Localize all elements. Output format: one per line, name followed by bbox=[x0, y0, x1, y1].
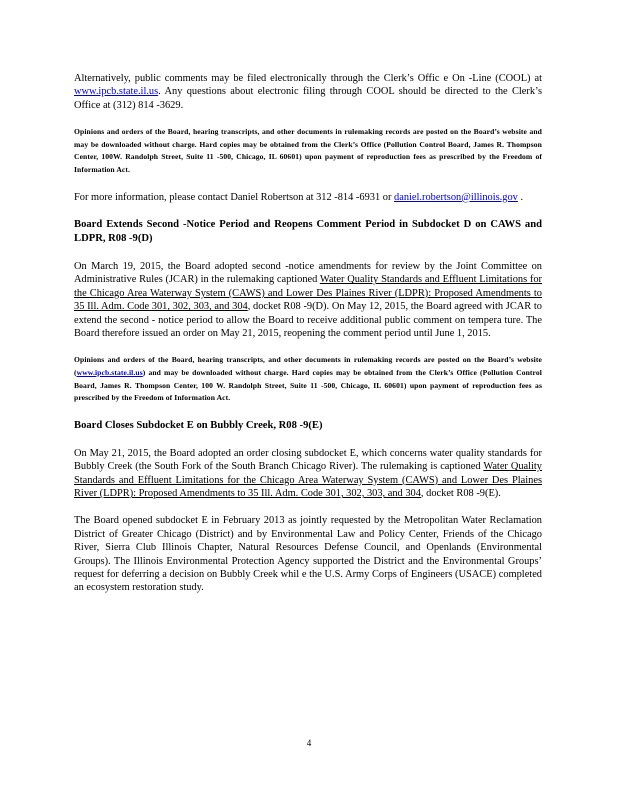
subdocket-d-paragraph bbox=[74, 260, 542, 340]
page-number: 4 bbox=[306, 738, 312, 748]
ipcb-website-link-2[interactable]: www.ipcb.state.il.us bbox=[76, 368, 143, 378]
contact-paragraph bbox=[74, 191, 542, 204]
email-link[interactable]: daniel.robertson@illinois.gov bbox=[394, 191, 518, 203]
rulemaking-title-2: Water Quality Standards and Effluent Limitations for the Chicago Area Waterway System (CAWS) and Lower Des Plaines River (LDPR): Proposed Amendments to 35 Ill. Adm. Code 301, 302, 303, and 304 bbox=[74, 461, 542, 500]
text-span: Alternatively, public comments may be filed electronically through the Clerk’s Offic e On -Line (COOL) at bbox=[74, 73, 542, 84]
ipcb-website-link[interactable]: www.ipcb.state.il.us bbox=[74, 86, 159, 98]
documents-notice-2 bbox=[74, 354, 542, 404]
text-span: On May 21, 2015, the Board adopted an order closing subdocket E, which concerns water quality standards for Bubbly Creek (the South Fork of the South Branch Chicago River). The rulemaking is captioned bbox=[74, 447, 542, 473]
cool-filing-paragraph bbox=[74, 72, 542, 112]
section-heading-subdocket-e: Board Closes Subdocket E on Bubbly Creek, R08 -9(E) bbox=[74, 419, 323, 431]
text-span: Opinions and orders of the Board, hearing transcripts, and other documents in rulemaking records are posted on the Board’s website ( bbox=[74, 355, 542, 378]
text-span: . bbox=[517, 191, 524, 203]
document-page bbox=[74, 72, 542, 595]
text-span: , docket R08 -9(D). On May 12, 2015, the Board agreed with JCAR to extend the second - notice period to allow the Board to receive additional public comment on tempera ture. The Board therefore issued an order on May 21, 2015, reopening the comment period until June 1, 2015. bbox=[74, 301, 542, 340]
text-span: ) and may be downloaded without charge. Hard copies may be obtained from the Clerk’s Office (Pollution Control Board, James R. Thompson Center, 100 W. Randolph Street, Suite 11 -500, Chicago, IL 60601) upon payment of reproduction fees as prescribed by the Freedom of Information Act. bbox=[74, 368, 542, 403]
text-span: . Any questions about electronic filing through COOL should be directed to the Clerk’s Office at (312) 814 -3629. bbox=[74, 86, 542, 111]
text-span: , docket R08 -9(E). bbox=[420, 488, 501, 500]
documents-notice: Opinions and orders of the Board, hearing transcripts, and other documents in rulemaking records are posted on the Board’s website and may be downloaded without charge. Hard copies may be obtained from the Clerk’s Office (Pollution Control Board, James R. Thompson Center, 100W. Randolph Street, Suite 11 -500, Chicago, IL 60601) upon payment of reproduction fees as prescribed by the Freedom of Information Act. bbox=[74, 127, 542, 174]
text-span: For more information, please contact Daniel Robertson at 312 -814 -6931 or bbox=[74, 191, 395, 203]
subdocket-e-history-paragraph: The Board opened subdocket E in February 2013 as jointly requested by the Metropolitan Water Reclamation District of Greater Chicago (District) and by Environmental Law and Policy Center, Friends of the Chicago River, Sierra Club Illinois Chapter, Natural Resources Defense Council, and Openlands (Environmental Groups). The Illinois Environmental Protection Agency supported the District and the Environmental Groups’ request for deferring a decision on Bubbly Creek whil e the U.S. Army Corps of Engineers (USACE) completed an ecosystem restoration study. bbox=[74, 515, 542, 594]
section-heading-subdocket-d: Board Extends Second -Notice Period and Reopens Comment Period in Subdocket D on CAWS and LDPR, R08 -9(D) bbox=[74, 219, 542, 244]
subdocket-e-paragraph bbox=[74, 447, 542, 501]
text-span: On March 19, 2015, the Board adopted second -notice amendments for review by the Joint Committee on Administrative Rules (JCAR) in the rulemaking captioned bbox=[74, 261, 542, 286]
rulemaking-title: Water Quality Standards and Effluent Limitations for the Chicago Area Waterway System (CAWS) and Lower Des Plaines River (LDPR): Proposed Amendments to 35 Ill. Adm. Code 301, 302, 303, and 304 bbox=[74, 274, 542, 313]
